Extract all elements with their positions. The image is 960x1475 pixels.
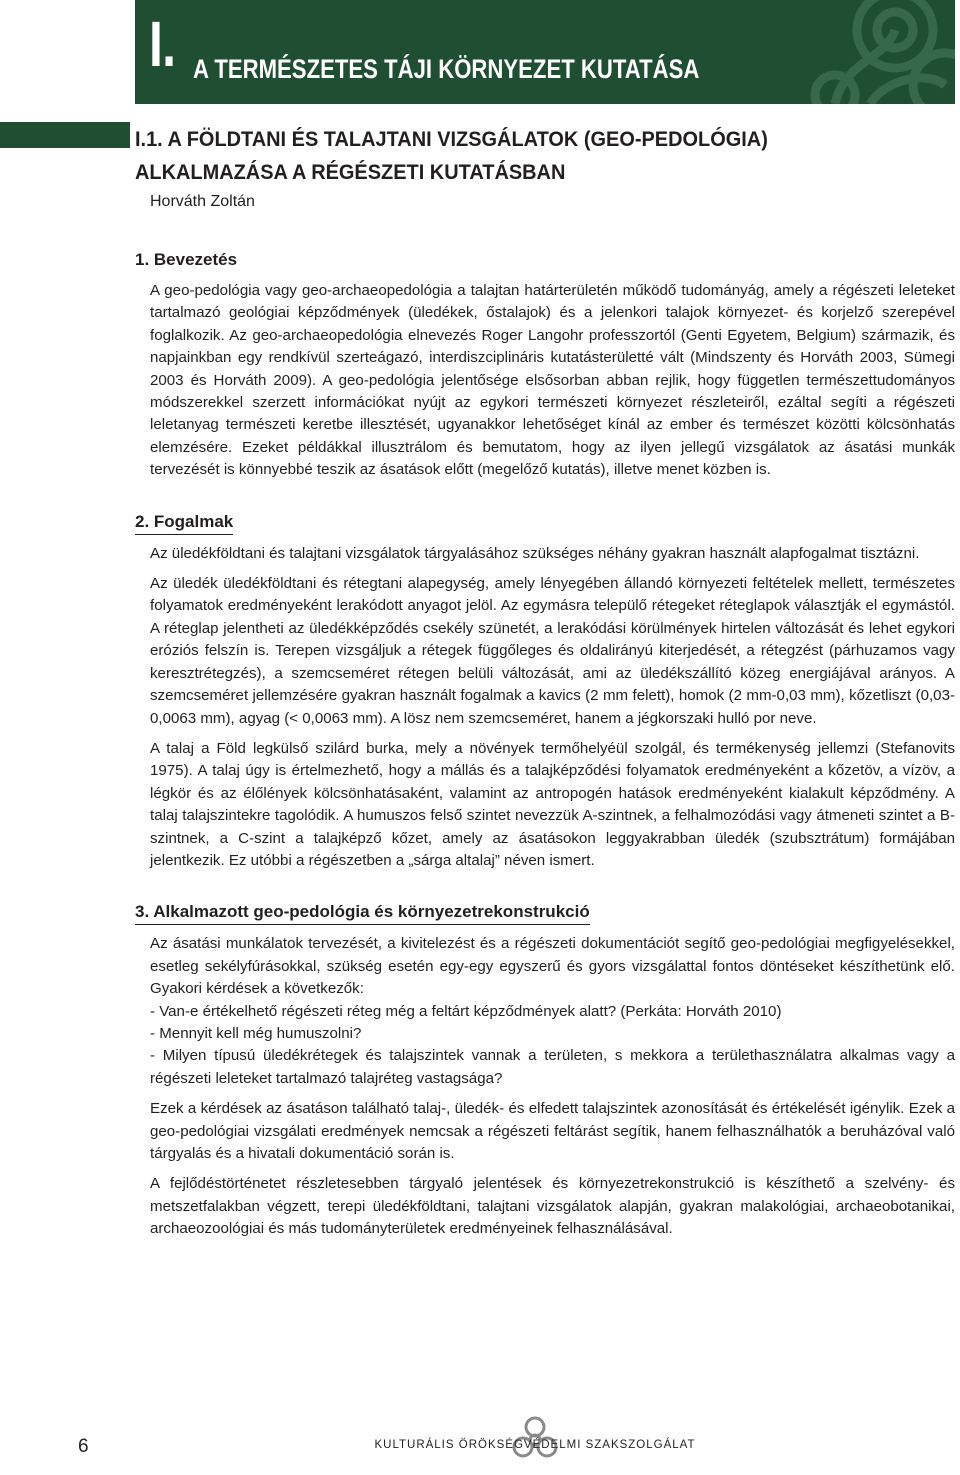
chapter-header-band — [135, 0, 955, 104]
list-item: - Mennyit kell még humuszolni? — [150, 1024, 362, 1042]
paragraph: A talaj a Föld legkülső szilárd burka, mely a növények termőhelyéül szolgál, és termékenység jellemzi (Stefanovits 1975). A talaj úgy is értelmezhető, hogy a mállás és a talajképződési folyamatok eredményeként a kőzetöv, a vízöv, a légkör és az élőlények kölcsönhatásaként, valamint az antropogén hatások eredményeként kialakult képződmény. A talaj talajszintekre tagolódik. A humuszos felső szintet nevezzük A-szintnek, a felhalmozódási vagy átmeneti szintet a B-szintnek, a C-szint a talajképző kőzet, amely az ásatásokon leggyakrabban üledék (szubsztrátum) formájában jelentkezik. Ez utóbbi a régészetben a „sárga altalaj” néven ismert. — [150, 739, 955, 869]
section-side-marker — [0, 122, 130, 148]
paragraph: A geo-pedológia vagy geo-archaeopedológia a talajtan határterületén működő tudományág, amely a régészeti leleteket tartalmazó geológiai képződmények (üledékek, őstalajok) és a jelenkori talajok környezet- és korjelző szerepével foglalkozik. Az geo-archaeopedológia elnevezés Roger Langohr professzortól (Genti Egyetem, Belgium) származik, és napjainkban egy rendkívül szerteágazó, interdiszciplináris kutatásterületté vált (Mindszenty és Horváth 2003, Sümegi 2003 és Horváth 2009). A geo-pedológia jelentősége elsősorban abban rejlik, hogy független természettudományos módszerekkel szerzett információkat nyújt az egykori természeti környezet részleteiről, ezáltal segíti a régészeti leletanyag természeti keretbe illesztését, ugyanakkor lehetőséget kínál az ember és természet közötti kölcsönhatás elemzésére. Ezeket példákkal illusztrálom és bemutatom, hogy az ilyen jellegű vizsgálatok az ásatási munkák tervezését is könnyebbé teszik az ásatások előtt (megelőző kutatás), illetve menet közben is. — [150, 282, 955, 479]
section-title-line2: ALKALMAZÁSA A RÉGÉSZETI KUTATÁSBAN — [135, 161, 566, 184]
chapter-number: I. — [149, 8, 176, 80]
paragraph: A fejlődéstörténetet részletesebben tárgyaló jelentések és környezetrekonstrukció is készíthető a szelvény- és metszetfalakban végzett, terepi üledékföldtani, talajtani vizsgálatok alapján, gyakran malakológiai, archaeobotanikai, archaeozoológiai és más tudományterületek eredményeinek felhasználásával. — [150, 1175, 955, 1238]
heading-concepts: 2. Fogalmak — [135, 510, 233, 535]
celtic-knot-ornament-icon — [775, 0, 955, 104]
paragraph: Az üledékföldtani és talajtani vizsgálatok tárgyalásához szükséges néhány gyakran használt alapfogalmat tisztázni. — [150, 544, 920, 562]
author-name: Horváth Zoltán — [150, 193, 255, 210]
section-title-line1: I.1. A FÖLDTANI ÉS TALAJTANI VIZSGÁLATOK (GEO-PEDOLÓGIA) — [135, 128, 768, 151]
chapter-title: A TERMÉSZETES TÁJI KÖRNYEZET KUTATÁSA — [193, 54, 700, 84]
paragraph: Az üledék üledékföldtani és rétegtani alapegység, amely lényegében állandó környezeti feltételek mellett, természetes folyamatok eredményeként lerakódott anyagot jelöl. Az egymásra települő rétegeket réteglapok választják el egymástól. A réteglap jelentheti az üledékképződés csekély szünetét, a lerakódási körülmények hirtelen változását és lehet egykori eróziós felszín is. Terepen vizsgáljuk a rétegek függőleges és oldalirányú kiterjedését, a rétegzést (párhuzamos vagy keresztrétegzés), a szemcseméret rétegen belüli változását, ami az üledékszállító közeg energiájával arányos. A szemcseméret jellemzésére gyakran használt fogalmak a kavics (2 mm felett), homok (2 mm-0,03 mm), kőzetliszt (0,03-0,0063 mm), agyag (< 0,0063 mm). A lösz nem szemcseméret, hanem a jégkorszaki hulló por neve. — [150, 575, 955, 727]
page-number: 6 — [78, 1436, 89, 1457]
heading-applied-geopedology: 3. Alkalmazott geo-pedológia és környezetrekonstrukció — [135, 900, 590, 925]
paragraph: Az ásatási munkálatok tervezését, a kivitelezést és a régészeti dokumentációt segítő geo-pedológiai megfigyelésekkel, esetleg sekélyfúrásokkal, szükség esetén egy-egy egyszerű és gyors vizsgálattal fontos döntéseket készíthetünk elő. Gyakori kérdések a következők: — [150, 935, 955, 998]
publisher-name: KULTURÁLIS ÖRÖKSÉGVÉDELMI SZAKSZOLGÁLAT — [374, 1439, 696, 1451]
article-body — [135, 248, 955, 1249]
heading-introduction: 1. Bevezetés — [135, 250, 238, 269]
list-item: - Milyen típusú üledékrétegek és talajszintek vannak a területen, s mekkora a területhasználatra alkalmas vagy a régészeti leleteket tartalmazó talajréteg vastagsága? — [150, 1047, 955, 1087]
list-item: - Van-e értékelhető régészeti réteg még a feltárt képződmények alatt? (Perkáta: Horváth 2010) — [150, 1002, 782, 1020]
paragraph: Ezek a kérdések az ásatáson található talaj-, üledék- és elfedett talajszintek azonosítását és értékelését igénylik. Ezek a geo-pedológiai vizsgálati eredmények nemcsak a régészeti feltárást segítik, hanem felhasználhatók a beruházóval való tárgyalás és a hivatali dokumentáció során is. — [150, 1100, 955, 1162]
section-title — [135, 123, 768, 189]
